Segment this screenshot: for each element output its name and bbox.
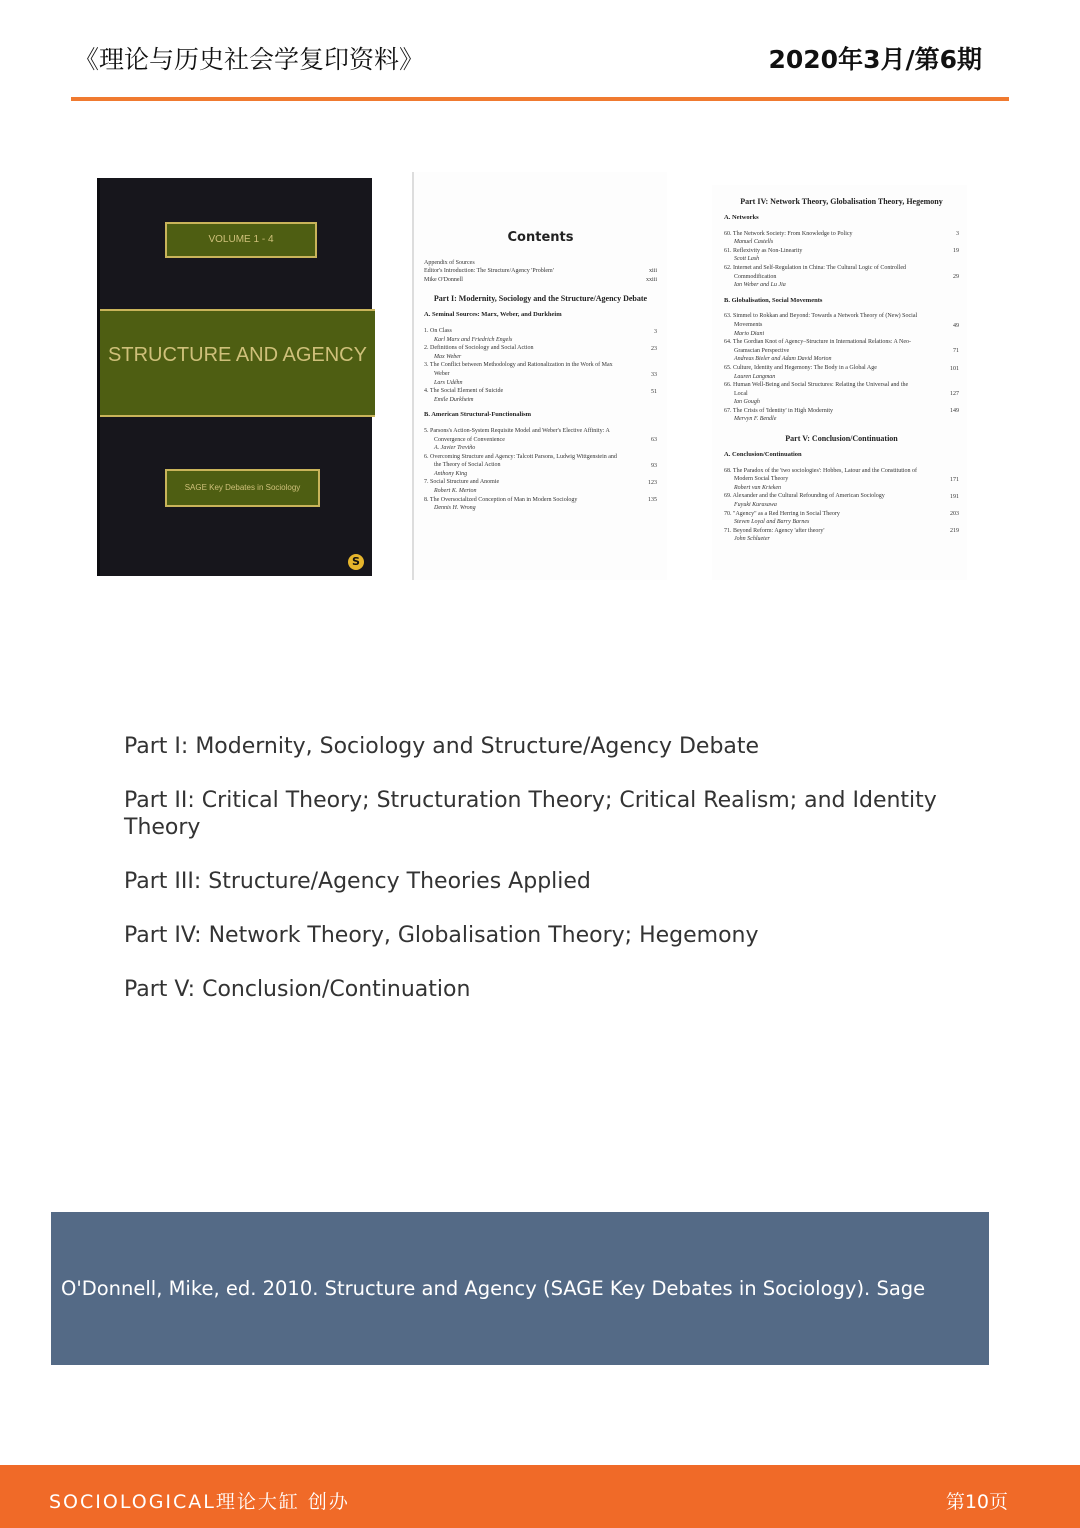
toc-entry-number: 60. (724, 230, 732, 237)
toc-entry-author: Robert van Krieken (734, 484, 781, 491)
toc-entry (724, 364, 959, 381)
toc-entry (424, 496, 657, 513)
toc-entry (424, 361, 657, 387)
toc-entry-page: 51 (651, 388, 657, 395)
toc-entry-author: Karl Marx and Friedrich Engels (434, 336, 513, 343)
toc-entry-author: Manuel Castells (734, 239, 774, 246)
toc-entry-author: Mervyn F. Bendle (734, 416, 777, 423)
part-item: Part II: Critical Theory; Structuration Theory; Critical Realism; and Identity Theory (124, 788, 937, 840)
toc-entry (424, 453, 657, 479)
section-heading: A. Networks (724, 214, 759, 221)
toc-entry-title: The Paradox of the 'two sociologies': Hobbes, Latour and the Constitution of Modern Social Theory (732, 467, 918, 483)
contents-sections (724, 451, 959, 544)
parts-list (124, 733, 974, 1030)
toc-entry-number: 65. (724, 364, 732, 371)
toc-entry-text (724, 492, 943, 509)
toc-entry-page: 219 (950, 528, 959, 535)
toc-entry-text (424, 387, 641, 404)
part-heading: Part I: Modernity, Sociology and the Structure/Agency Debate (433, 294, 648, 304)
toc-entry-author: Anthony King (434, 470, 468, 477)
front-matter-text: Appendix of Sources (424, 259, 475, 266)
toc-entry-text (424, 327, 641, 344)
part-item: Part IV: Network Theory, Globalisation Theory; Hegemony (124, 923, 759, 948)
section-heading: A. Seminal Sources: Marx, Weber, and Durkheim (424, 311, 562, 319)
toc-entry-number: 69. (724, 493, 732, 500)
toc-entry-author: Emile Durkheim (434, 396, 474, 403)
front-matter-line (424, 276, 657, 285)
toc-entry-page: 63 (651, 437, 657, 444)
toc-entry-text (424, 453, 641, 479)
toc-entry (724, 312, 959, 338)
sage-logo-icon: S (348, 554, 364, 570)
toc-entry-title: Internet and Self-Regulation in China: The Cultural Logic of Controlled Commodification (733, 264, 907, 280)
page-number: 第10页 (945, 1491, 1008, 1513)
part-item: Part V: Conclusion/Continuation (124, 977, 471, 1002)
toc-entry-text (724, 364, 943, 381)
contents-page-left (412, 172, 667, 580)
front-matter-page: xiii (648, 268, 657, 275)
toc-entry (724, 381, 959, 407)
toc-entry-number: 4. (424, 388, 429, 395)
toc-entry-page: 135 (648, 497, 657, 504)
part-heading: Part IV: Network Theory, Globalisation Theory, Hegemony (740, 197, 943, 206)
toc-entry-text (424, 361, 641, 387)
toc-entry-title: Alexander and the Cultural Refounding of American Sociology (732, 493, 885, 500)
toc-entry-title: Overcoming Structure and Agency: Talcott Parsons, Ludwig Wittgenstein and the Theory of Social Action (430, 453, 617, 469)
toc-entry (724, 338, 959, 364)
toc-entry-author: Fuyuki Kurasawa (734, 502, 777, 509)
citation-box: O'Donnell, Mike, ed. 2010. Structure and Agency (SAGE Key Debates in Sociology). Sage (51, 1212, 989, 1365)
front-matter-line (424, 267, 657, 276)
section-heading: B. American Structural-Functionalism (424, 411, 532, 419)
toc-entry-text (424, 427, 641, 453)
toc-entry-page: 3 (654, 328, 657, 335)
toc-entry-page: 23 (651, 345, 657, 352)
toc-entry-page: 19 (953, 248, 959, 255)
toc-entry (724, 247, 959, 264)
toc-entry-page: 93 (651, 462, 657, 469)
toc-entry-number: 63. (724, 313, 732, 320)
toc-entry-author: Mario Diani (734, 330, 765, 337)
toc-entry-title: Simmel to Rokkan and Beyond: Towards a Network Theory of (New) Social Movements (733, 313, 918, 328)
toc-entry-title: Social Structure and Anomie (430, 479, 500, 486)
toc-entry-title: Parsons's Action-System Requisite Model and Weber's Elective Affinity: A Convergence of Convenience (430, 427, 610, 443)
toc-entry-page: 3 (956, 231, 959, 238)
part-item: Part I: Modernity, Sociology and Structure/Agency Debate (124, 734, 760, 759)
toc-entry (724, 467, 959, 493)
toc-entry-number: 2. (424, 345, 429, 352)
toc-entry-text (724, 510, 943, 527)
toc-entry-text (724, 312, 943, 338)
toc-entry-text (724, 467, 943, 493)
toc-entry-title: The Network Society: From Knowledge to Policy (732, 230, 853, 237)
toc-entry-page: 49 (953, 322, 959, 329)
toc-entry-number: 71. (724, 527, 732, 534)
toc-entry (724, 510, 959, 527)
toc-entry-page: 123 (648, 480, 657, 487)
toc-entry-number: 7. (424, 479, 429, 486)
toc-entry-author: John Schlueter (734, 536, 770, 543)
toc-entry-page: 71 (953, 348, 959, 355)
toc-entry (424, 387, 657, 404)
toc-entry-number: 67. (724, 407, 732, 414)
toc-entry (424, 327, 657, 344)
toc-entry (724, 492, 959, 509)
toc-entry (724, 264, 959, 290)
contents-page-right (712, 185, 967, 580)
section-heading: A. Conclusion/Continuation (724, 451, 802, 459)
toc-entry-title: The Conflict between Methodology and Rationalization in the Work of Max Weber (429, 362, 613, 377)
toc-entry-author: Andreas Bieler and Adam David Morton (734, 356, 832, 363)
section-heading: B. Globalisation, Social Movements (724, 296, 823, 304)
toc-entry-number: 64. (724, 339, 732, 346)
toc-entry-page: 149 (950, 408, 959, 415)
toc-entry-page: 191 (950, 494, 959, 501)
toc-entry (724, 230, 959, 247)
toc-entry-author: Ian Gough (734, 399, 760, 406)
toc-entry-text (724, 407, 943, 424)
toc-entry-text (424, 496, 641, 513)
toc-entry-number: 5. (424, 427, 429, 434)
contents-sections (724, 214, 959, 424)
toc-entry-page: 171 (950, 476, 959, 483)
toc-entry-number: 68. (724, 467, 732, 474)
toc-entry-number: 70. (724, 510, 732, 517)
toc-entry-text (424, 344, 641, 361)
toc-entry-title: The Crisis of 'Identity' in High Modernity (732, 407, 834, 414)
toc-entry (724, 407, 959, 424)
toc-entry (424, 344, 657, 361)
toc-entry-author: Steven Loyal and Barry Barnes (734, 519, 810, 526)
toc-entry-number: 3. (424, 362, 429, 369)
toc-entry-text (424, 478, 641, 495)
front-matter-line (424, 259, 657, 268)
footer-bar (0, 1465, 1080, 1528)
toc-entry-text (724, 247, 943, 264)
footer-brand: SOCIOLOGICAL理论大缸 创办 (49, 1491, 350, 1513)
toc-entry-page: 203 (950, 511, 959, 518)
toc-entry-author: Max Weber (434, 353, 462, 360)
issue-label: 2020年3月/第6期 (768, 45, 982, 74)
toc-entry-number: 66. (724, 382, 732, 389)
toc-entry-number: 6. (424, 453, 429, 460)
cover-series: SAGE Key Debates in Sociology (165, 469, 320, 507)
toc-entry-author: Ian Weber and Lu Jia (734, 282, 786, 289)
toc-entry-title: "Agency" as a Red Herring in Social Theory (733, 510, 840, 517)
toc-entry-title: Reflexivity as Non-Linearity (733, 247, 803, 254)
toc-entry-title: The Social Element of Suicide (429, 388, 504, 395)
toc-entry-number: 8. (424, 496, 429, 503)
toc-entry-title: Human Well-Being and Social Structures: Relating the Universal and the Local (733, 382, 909, 397)
toc-entry-text (724, 230, 943, 247)
contents-title: Contents (507, 230, 574, 245)
part-heading: Part V: Conclusion/Continuation (785, 434, 898, 444)
toc-entry-author: Lars Udéhn (434, 379, 463, 386)
cover-volume: VOLUME 1 - 4 (165, 222, 317, 258)
toc-entry (424, 427, 657, 453)
toc-entry (424, 478, 657, 495)
front-matter-page: xxiii (645, 276, 657, 283)
toc-entry-title: The Oversocialized Conception of Man in Modern Sociology (429, 496, 578, 503)
toc-entry-text (724, 527, 943, 544)
part-item: Part III: Structure/Agency Theories Applied (124, 869, 591, 894)
cover-title: STRUCTURE AND AGENCY (100, 309, 375, 417)
toc-entry (724, 527, 959, 544)
toc-entry-author: Robert K. Merton (434, 488, 477, 495)
toc-entry-title: Culture, Identity and Hegemony: The Body in a Global Age (733, 364, 877, 371)
toc-entry-title: On Class (430, 327, 452, 334)
header-divider (71, 97, 1009, 101)
toc-entry-title: The Gordian Knot of Agency–Structure in International Relations: A Neo-Gramscian Perspective (732, 339, 912, 354)
toc-entry-author: Scott Lash (734, 256, 760, 263)
front-matter (424, 259, 657, 285)
toc-entry-author: A. Javier Treviño (434, 445, 476, 452)
toc-entry-number: 61. (724, 247, 732, 254)
toc-entry-page: 101 (950, 365, 959, 372)
front-matter-text: Mike O'Donnell (424, 276, 463, 283)
toc-entry-page: 127 (950, 391, 959, 398)
toc-entry-author: Lauren Langman (734, 373, 776, 380)
toc-entry-number: 62. (724, 264, 732, 271)
toc-entry-title: Beyond Reform: Agency 'after theory' (733, 527, 825, 534)
toc-entry-text (724, 338, 943, 364)
toc-entry-text (724, 264, 943, 290)
toc-entry-page: 33 (651, 371, 657, 378)
contents-sections (424, 311, 657, 512)
toc-entry-text (724, 381, 943, 407)
toc-entry-author: Dennis H. Wrong (434, 505, 476, 512)
journal-title: 《理论与历史社会学复印资料》 (74, 45, 425, 74)
front-matter-text: Editor's Introduction: The Structure/Agency 'Problem' (424, 268, 554, 275)
toc-entry-title: Definitions of Sociology and Social Action (430, 345, 534, 352)
toc-entry-number: 1. (424, 327, 429, 334)
toc-entry-page: 29 (953, 274, 959, 281)
book-cover-image (97, 178, 372, 576)
